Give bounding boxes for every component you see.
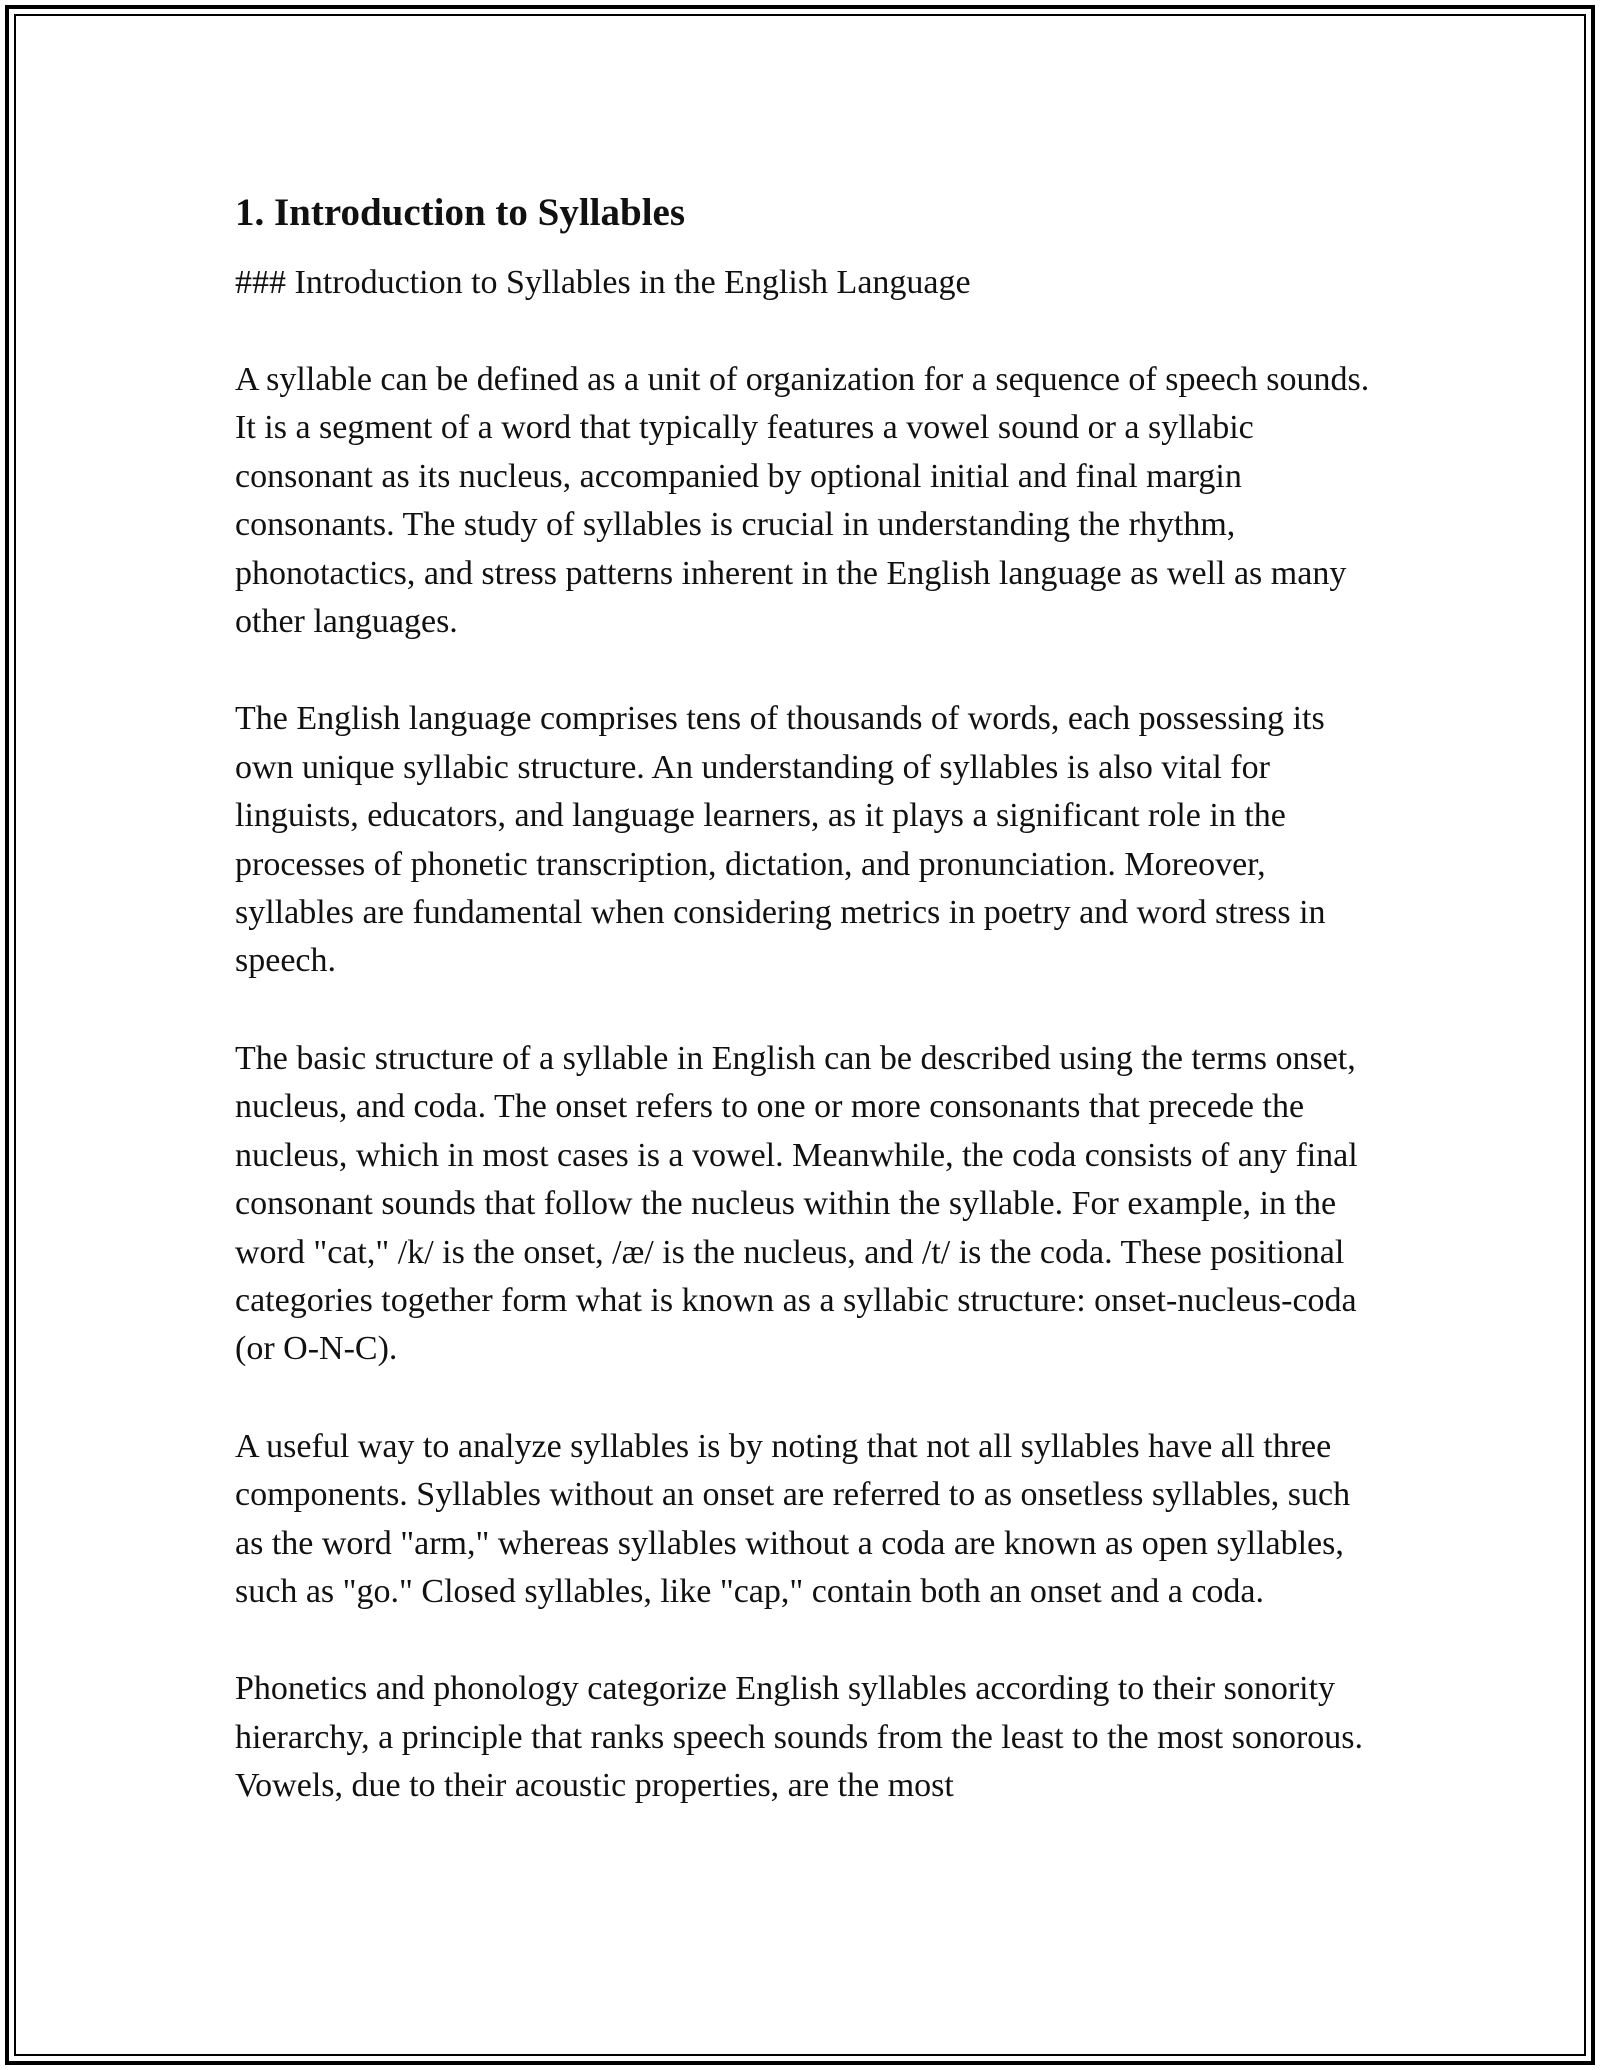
paragraph-syllable-importance: The English language comprises tens of thousands of words, each possessing its own unique syllabic structure. An understanding of syllables is also vital for linguists, educators, and language learners, as it plays a significant role in the processes of phonetic transcription, dictation, and pronunciation. Moreover, syllables are fundamental when considering metrics in poetry and word stress in speech. [235,700,1326,980]
paragraph-syllable-definition: A syllable can be defined as a unit of organization for a sequence of speech sounds. It is a segment of a word that typically features a vowel sound or a syllabic consonant as its nucleus, accompanied by optional initial and final margin consonants. The study of syllables is crucial in understanding the rhythm, phonotactics, and stress patterns inherent in the English language as well as many other languages. [235,361,1370,641]
markdown-subheading: ### Introduction to Syllables in the English Language [235,264,971,301]
section-title: 1. Introduction to Syllables [235,191,686,234]
paragraph-syllable-types: A useful way to analyze syllables is by noting that not all syllables have all three components. Syllables without an onset are referred to as onsetless syllables, such as the word "arm," whereas syllables without a coda are known as open syllables, such as "go." Closed syllables, like "cap," contain both an onset and a coda. [235,1427,1351,1610]
paragraph-syllable-structure: The basic structure of a syllable in English can be described using the terms onset, nucleus, and coda. The onset refers to one or more consonants that precede the nucleus, which in most cases is a vowel. Meanwhile, the coda consists of any final consonant sounds that follow the nucleus within the syllable. For example, in the word "cat," /k/ is the onset, /æ/ is the nucleus, and /t/ is the coda. These positional categories together form what is known as a syllabic structure: onset-nucleus-coda (or O-N-C). [235,1039,1358,1368]
document-page [235,185,1385,1860]
paragraph-sonority-hierarchy: Phonetics and phonology categorize English syllables according to their sonority hierarchy, a principle that ranks speech sounds from the least to the most sonorous. Vowels, due to their acoustic properties, are the most [235,1670,1364,1805]
